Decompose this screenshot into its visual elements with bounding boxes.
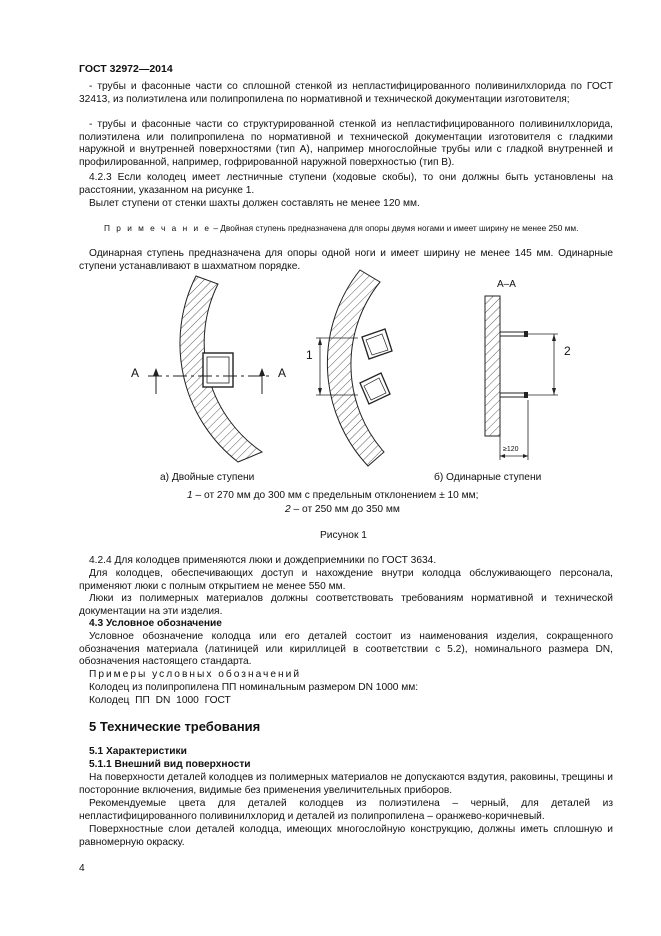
figure-title: Рисунок 1 xyxy=(320,530,367,541)
dimension-label-1: 1 xyxy=(306,348,313,362)
paragraph-hatch-opening: Для колодцев, обеспечивающих доступ и нахождение внутри колодца обслуживающего персонала, применяют люки с полным открытием не менее 550 мм. xyxy=(79,568,613,592)
legend-1 xyxy=(187,490,479,503)
caption-double-steps: а) Двойные ступени xyxy=(160,472,255,483)
paragraph-designation: Условное обозначение колодца или его деталей состоит из наименования изделия, сокращенного обозначения материала (латиницей или кириллицей в соответствии с 5.2), номинального размера DN, обозначения настоящего стандарта. xyxy=(79,631,613,668)
example-1: Колодец из полипропилена ПП номинальным размером DN 1000 мм: xyxy=(89,682,419,693)
note-text: – Двойная ступень предназначена для опоры двумя ногами и имеет ширину не менее 250 мм. xyxy=(211,223,579,233)
paragraph-4-2-4: 4.2.4 Для колодцев применяются люки и дождеприемники по ГОСТ 3634. xyxy=(89,555,437,566)
shaft-wall-b xyxy=(327,270,384,466)
legend-2-number: 2 xyxy=(285,504,291,515)
paragraph-4-2-3: 4.2.3 Если колодец имеет лестничные ступени (ходовые скобы), то они должны быть установлены на расстоянии, указанном на рисунке 1. xyxy=(79,172,613,196)
legend-1-number: 1 xyxy=(187,490,193,501)
paragraph-pvc-pipes: - трубы и фасонные части со сплошной стенкой из непластифицированного поливинилхлорида по ГОСТ 32413, из полиэтилена или полипропилена по нормативной и технической документации изготовителя; xyxy=(79,81,613,105)
legend-1-text: – от 270 мм до 300 мм с предельным отклонением ± 10 мм; xyxy=(192,490,479,501)
legend-2-text: – от 250 мм до 350 мм xyxy=(290,504,400,515)
legend-2 xyxy=(285,504,400,517)
single-step-lower xyxy=(360,373,390,404)
dimension-label-120: ≥120 xyxy=(503,446,519,453)
heading-5: 5 Технические требования xyxy=(89,719,261,734)
double-step-bracket xyxy=(203,353,233,387)
paragraph-single-step: Одинарная ступень предназначена для опоры одной ноги и имеет ширину не менее 145 мм. Одинарные ступени устанавливают в шахматном порядке. xyxy=(79,248,613,272)
section-label-a-right: А xyxy=(278,366,287,380)
shaft-wall-section xyxy=(485,296,500,436)
page-number: 4 xyxy=(79,863,85,874)
dimension-label-2: 2 xyxy=(564,344,571,358)
paragraph-colors: Рекомендуемые цвета для деталей колодцев из полиэтилена – черный, для деталей из непластифицированного поливинилхлорид и деталей из полипропилена – оранжево-коричневый. xyxy=(79,798,613,822)
paragraph-step-projection: Вылет ступени от стенки шахты должен составлять не менее 120 мм. xyxy=(89,198,420,209)
page-header-title: ГОСТ 32972—2014 xyxy=(79,63,173,75)
heading-5-1-1: 5.1.1 Внешний вид поверхности xyxy=(89,759,251,770)
paragraph-structured-pipes: - трубы и фасонные части со структурированной стенкой из непластифицированного поливинилхлорида, полиэтилена или полипропилена по нормативной и технической документации изготовителя с гладкими наружной и внутренней поверхностями (тип А), например многослойные трубы или с гладкой внутренней и профилированной, например, гофрированной наружной поверхностью (тип В). xyxy=(79,119,613,168)
paragraph-surface-defects: На поверхности деталей колодцев из полимерных материалов не допускаются вздутия, раковины, трещины и посторонние включения, видимые без применения увеличительных приборов. xyxy=(79,772,613,796)
example-2: Колодец ПП DN 1000 ГОСТ xyxy=(89,695,231,706)
single-step-upper xyxy=(362,329,392,359)
note-label: П р и м е ч а н и е xyxy=(104,223,212,233)
paragraph-surface-layers: Поверхностные слои деталей колодца, имеющих многослойную конструкцию, должны иметь сплошную и равномерную окраску. xyxy=(79,824,613,848)
heading-5-1: 5.1 Характеристики xyxy=(89,746,187,757)
caption-single-steps: б) Одинарные ступени xyxy=(434,472,542,483)
examples-label: Примеры условных обозначений xyxy=(89,669,302,680)
heading-4-3: 4.3 Условное обозначение xyxy=(89,618,222,629)
section-label-a-left: А xyxy=(131,366,140,380)
paragraph-polymer-hatches: Люки из полимерных материалов должны соответствовать требованиям нормативной и технической документации на эти изделия. xyxy=(79,593,613,617)
step-lower-section xyxy=(500,392,528,398)
step-upper-section xyxy=(500,331,528,337)
section-title-a-a: А–А xyxy=(497,279,516,290)
